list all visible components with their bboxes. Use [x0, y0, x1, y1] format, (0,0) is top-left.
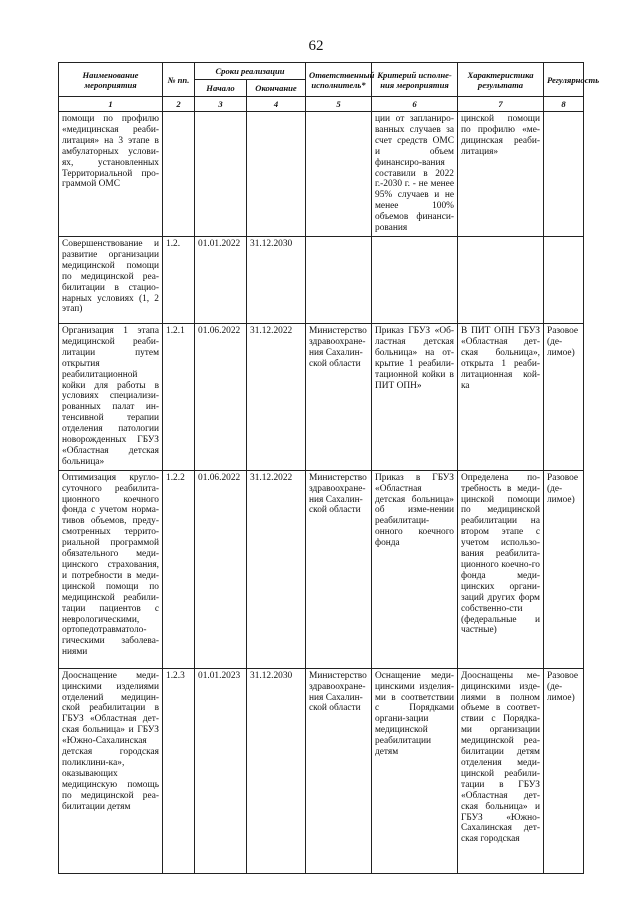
column-number: 1: [59, 97, 163, 112]
cell-result: [458, 236, 544, 323]
cell-name: Совершенствование и развитие организации медицинской помощи по медицинской реа-билитации в стацио-нарных условиях (1, 2 этап): [59, 236, 163, 323]
cell-start: 01.01.2022: [195, 236, 247, 323]
cell-end: 31.12.2022: [247, 323, 306, 470]
cell-criterion: [372, 236, 458, 323]
cell-end: 31.12.2022: [247, 470, 306, 668]
table-row: [59, 668, 584, 873]
cell-name: Дооснащение меди-цинскими изделиями отделений медицин-ской реабилитации в ГБУЗ «Областная дет-ская больница» и ГБУЗ «Южно-Сахалинская детская городская поликлини-ка», оказывающих медицинскую помощь по медицинской реа-билитации детям: [59, 668, 163, 873]
column-number: 2: [163, 97, 195, 112]
column-number: 3: [195, 97, 247, 112]
cell-start: 01.06.2022: [195, 323, 247, 470]
cell-criterion: Приказ ГБУЗ «Об-ластная детская больница» на от-крытие 1 реабили-тационной койки в ПИТ ОПН»: [372, 323, 458, 470]
cell-end: 31.12.2030: [247, 236, 306, 323]
cell-result: цинской помощи по профилю «ме-дицинская реаби-литация»: [458, 112, 544, 237]
cell-start: [195, 112, 247, 237]
cell-start: 01.06.2022: [195, 470, 247, 668]
column-number: 7: [458, 97, 544, 112]
cell-end: [247, 112, 306, 237]
cell-num: 1.2.2: [163, 470, 195, 668]
cell-num: 1.2.1: [163, 323, 195, 470]
cell-responsible: Министерство здравоохране-ния Сахалин-ской области: [306, 323, 372, 470]
cell-responsible: Министерство здравоохране-ния Сахалин-ской области: [306, 470, 372, 668]
cell-criterion: Приказ в ГБУЗ «Областная детская больница» об изме-нении реабилитаци-онного коечного фонда: [372, 470, 458, 668]
cell-name: Организация 1 этапа медицинской реаби-литации путем открытия реабилитационной койки для работы в условиях специализи-рованных палат ин-тенсивной терапии отделения патологии новорожденных ГБУЗ «Областная детская больница»: [59, 323, 163, 470]
cell-regularity: Разовое (де-лимое): [544, 470, 584, 668]
column-number: 6: [372, 97, 458, 112]
cell-num: 1.2.: [163, 236, 195, 323]
column-number: 8: [544, 97, 584, 112]
cell-start: 01.01.2023: [195, 668, 247, 873]
cell-regularity: [544, 236, 584, 323]
cell-name: Оптимизация кругло-суточного реабилита-ционного коечного фонда с учетом норма-тивов объемов, преду-смотренных террито-риальной программой обязательного меди-цинского страхования, и потребности в меди-цинской помощи по медицинской реабили-тации пациентов с неврологическими, ортопедотравматоло-гическими заболева-ниями: [59, 470, 163, 668]
table-row: [59, 236, 584, 323]
cell-result: В ПИТ ОПН ГБУЗ «Областная дет-ская больница», открыта 1 реаби-литационная кой-ка: [458, 323, 544, 470]
cell-regularity: [544, 112, 584, 237]
cell-responsible: [306, 236, 372, 323]
cell-result: Определена по-требность в меди-цинской помощи по медицинской реабилитации на втором этапе с учетом использо-вания реабилита-ционного коечно-го фонда меди-цинских органи-заций других форм собственно-сти (федеральные и частные): [458, 470, 544, 668]
header-criterion: Критерий исполне-ния мероприятия: [372, 63, 458, 97]
cell-regularity: Разовое (де-лимое): [544, 323, 584, 470]
cell-criterion: Оснащение меди-цинскими изделия-ми в соответствии с Порядками органи-зации медицинской реабилитации детям: [372, 668, 458, 873]
column-number: 4: [247, 97, 306, 112]
page-number: 62: [308, 38, 324, 54]
header-end: Окончание: [247, 80, 306, 97]
header-result: Характеристика результата: [458, 63, 544, 97]
cell-num: [163, 112, 195, 237]
cell-responsible: [306, 112, 372, 237]
table-row: [59, 323, 584, 470]
cell-regularity: Разовое (де-лимое): [544, 668, 584, 873]
column-numbers-row: [59, 97, 584, 112]
table-row: [59, 112, 584, 237]
header-name: Наименование мероприятия: [59, 63, 163, 97]
cell-name: помощи по профилю «медицинская реаби-литация» на 3 этапе в амбулаторных услови-ях, установленных Территориальной про-граммой ОМС: [59, 112, 163, 237]
cell-end: 31.12.2030: [247, 668, 306, 873]
table-row: [59, 470, 584, 668]
header-terms: Сроки реализации: [195, 63, 306, 80]
activities-table: [58, 62, 600, 874]
column-number: 5: [306, 97, 372, 112]
header-num: № пп.: [163, 63, 195, 97]
header-regularity: Регулярность: [544, 63, 584, 97]
header-responsible: Ответственный исполнитель*: [306, 63, 372, 97]
cell-criterion: ции от запланиро-ванных случаев за счет средств ОМС и объем финансиро-вания составили в 2022 г.-2030 г. - не менее 95% случаев и не менее 100% объемов финанси-рования: [372, 112, 458, 237]
header-start: Начало: [195, 80, 247, 97]
cell-result: Дооснащены ме-дицинскими изде-лиями в полном объеме в соответ-ствии с Порядка-ми организации медицинской реа-билитации детям отделения меди-цинской реабили-тации в ГБУЗ «Областная дет-ская больница» и ГБУЗ «Южно-Сахалинская дет-ская городская: [458, 668, 544, 873]
cell-num: 1.2.3: [163, 668, 195, 873]
cell-responsible: Министерство здравоохране-ния Сахалин-ской области: [306, 668, 372, 873]
